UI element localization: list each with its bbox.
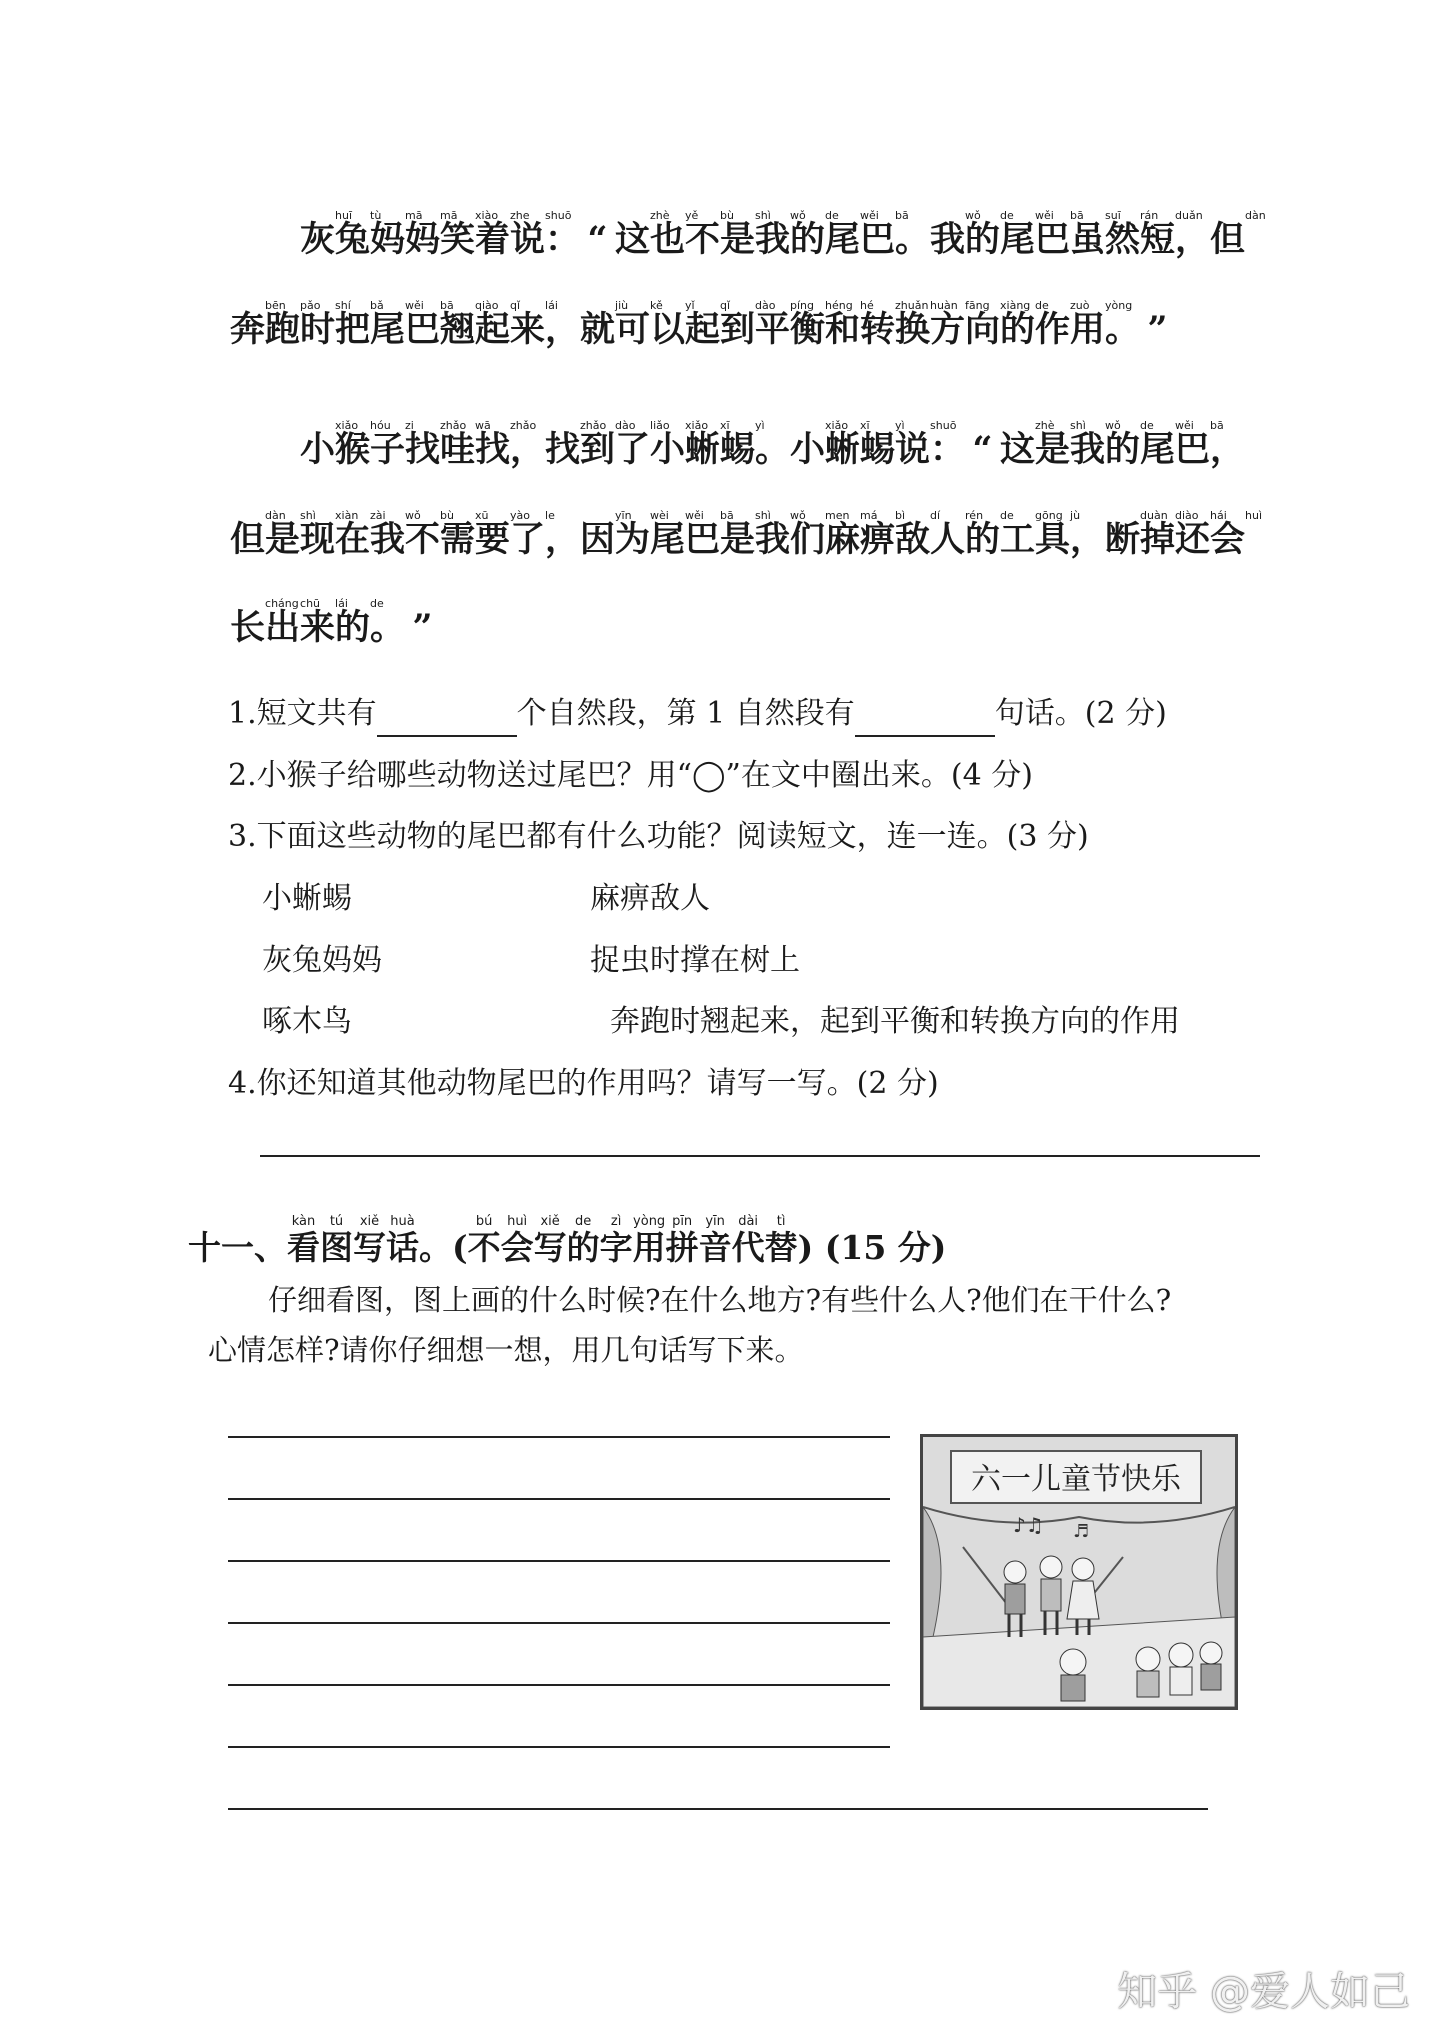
section-title-text <box>287 1214 814 1267</box>
passage-line <box>230 597 440 648</box>
section-11-title <box>188 1215 946 1269</box>
pinyin-character: 跑pǎo <box>265 299 321 350</box>
question-1-part-a: 1.短文共有 <box>228 696 377 731</box>
pinyin-character: 小xiǎo <box>300 419 359 470</box>
pinyin-character: 因yīn <box>580 509 632 560</box>
pinyin-character: 的de <box>1105 419 1154 470</box>
punctuation: ： <box>545 219 581 260</box>
pinyin-character: 找zhǎo <box>545 419 607 470</box>
pinyin-character: 把bǎ <box>335 299 384 350</box>
pinyin-character: 兔tù <box>335 209 382 260</box>
pinyin-character: 灰huī <box>300 209 353 260</box>
pinyin-character: 了le <box>510 509 555 560</box>
writing-line[interactable] <box>228 1808 1208 1810</box>
question-1 <box>228 688 1167 737</box>
passage-line <box>300 209 1266 260</box>
pinyin-character: 子zi <box>370 419 414 470</box>
pinyin-character: 人rén <box>930 509 984 560</box>
pinyin-character: 写xiě <box>353 1214 386 1267</box>
pinyin-character: 小xiǎo <box>790 419 849 470</box>
pinyin-character: 了liǎo <box>615 419 670 470</box>
pinyin-character: 这zhè <box>615 209 670 260</box>
pinyin-character: 哇wā <box>440 419 491 470</box>
pinyin-character: 但dàn <box>1210 209 1266 260</box>
pinyin-character: 要yào <box>475 509 530 560</box>
pinyin-character: 用yòng <box>1070 299 1133 350</box>
pinyin-character: 但dàn <box>230 509 286 560</box>
pinyin-character: 以yǐ <box>650 299 695 350</box>
match-left-item[interactable]: 啄木鸟 <box>262 1004 352 1039</box>
pinyin-character: 会huì <box>500 1214 534 1267</box>
pinyin-character: 巴bā <box>405 299 454 350</box>
pinyin-character: 们men <box>790 509 850 560</box>
pinyin-character: 虽suī <box>1070 209 1121 260</box>
instruction-line-1: 仔细看图，图上画的什么时候?在什么地方?有些什么人?他们在干什么? <box>268 1283 1172 1317</box>
pinyin-character: 找zhǎo <box>405 419 467 470</box>
pinyin-character: 我wǒ <box>1070 419 1121 470</box>
pinyin-character: 来lái <box>300 597 348 648</box>
passage-line <box>300 419 1246 470</box>
pinyin-character: 我wǒ <box>755 509 806 560</box>
pinyin-character: 的de <box>335 597 384 648</box>
punctuation: ” <box>1147 309 1168 350</box>
pinyin-character: 的de <box>1000 299 1049 350</box>
pinyin-character: 起qǐ <box>685 299 731 350</box>
pinyin-character: 来lái <box>510 299 558 350</box>
pinyin-character: 猴hóu <box>335 419 391 470</box>
pinyin-character: 尾wěi <box>825 209 879 260</box>
punctuation: ， <box>1210 429 1246 470</box>
section-score: (15 分) <box>824 1228 947 1267</box>
pinyin-character: 长cháng <box>230 597 299 648</box>
pinyin-character: 的de <box>965 209 1014 260</box>
pinyin-character: 时shí <box>300 299 351 350</box>
punctuation: ， <box>545 519 581 560</box>
pinyin-character: 在zài <box>335 509 386 560</box>
pinyin-character: 出chū <box>265 597 321 648</box>
passage-line <box>230 299 1175 350</box>
pinyin-character: 向xiàng <box>965 299 1031 350</box>
pinyin-character: 是shì <box>720 209 771 260</box>
pinyin-character: 奔bēn <box>230 299 286 350</box>
pinyin-character: 现xiàn <box>300 509 359 560</box>
punctuation: 。( <box>419 1228 468 1267</box>
pinyin-character: 写xiě <box>533 1214 567 1267</box>
pinyin-character: 换huàn <box>895 299 958 350</box>
audience-child <box>1136 1647 1160 1697</box>
pinyin-character: 的de <box>790 209 839 260</box>
punctuation: 。 <box>895 219 931 260</box>
punctuation: “ <box>587 219 608 260</box>
pinyin-character: 说shuō <box>895 419 957 470</box>
pinyin-character: 是shì <box>1035 419 1086 470</box>
punctuation: “ <box>972 429 993 470</box>
pinyin-character: 图tú <box>320 1214 353 1267</box>
pinyin-character: 拼pīn <box>665 1214 699 1267</box>
pinyin-character: 这zhè <box>1000 419 1055 470</box>
pinyin-character: 妈mā <box>370 209 423 260</box>
pinyin-character: 是shì <box>720 509 771 560</box>
pinyin-character: 和hé <box>825 299 874 350</box>
banner-text: 六一儿童节快乐 <box>971 1462 1181 1497</box>
pinyin-character: 不bù <box>405 509 454 560</box>
audience-child <box>1200 1642 1222 1690</box>
punctuation: ： <box>930 429 966 470</box>
pinyin-character: 着zhe <box>475 209 530 260</box>
music-note-icon: ♪♫ <box>1013 1513 1044 1537</box>
pinyin-character: 巴bā <box>1035 209 1084 260</box>
childrens-day-illustration <box>920 1434 1238 1710</box>
pinyin-character: 巴bā <box>1175 419 1224 470</box>
pinyin-character: 衡héng <box>790 299 853 350</box>
pinyin-character: 的de <box>965 509 1014 560</box>
writing-line[interactable] <box>228 1498 890 1500</box>
pinyin-character: 是shì <box>265 509 316 560</box>
pinyin-character: 可kě <box>615 299 663 350</box>
match-left-item[interactable]: 小蜥蜴 <box>262 881 352 916</box>
question-1-part-c: 句话。(2 分) <box>994 696 1167 731</box>
pinyin-character: 蜴yì <box>720 419 765 470</box>
pinyin-character: 小xiǎo <box>650 419 709 470</box>
pinyin-character: 尾wěi <box>370 299 424 350</box>
pinyin-character: 尾wěi <box>650 509 704 560</box>
pinyin-character: 音yīn <box>698 1214 732 1267</box>
pinyin-character: 蜴yì <box>860 419 905 470</box>
pinyin-character: 替tì <box>764 1214 798 1267</box>
pinyin-character: 笑xiào <box>440 209 499 260</box>
answer-blank-2[interactable] <box>855 700 995 737</box>
question-3: 3.下面这些动物的尾巴都有什么功能？阅读短文，连一连。(3 分) <box>228 819 1089 854</box>
pinyin-character: 不bù <box>685 209 734 260</box>
pinyin-character: 找zhǎo <box>475 419 537 470</box>
punctuation: ) <box>797 1228 814 1267</box>
match-right-item[interactable]: 捉虫时撑在树上 <box>590 943 800 978</box>
question-4: 4.你还知道其他动物尾巴的作用吗？请写一写。(2 分) <box>228 1066 939 1101</box>
answer-blank-1[interactable] <box>377 700 517 737</box>
pinyin-character: 话huà <box>386 1214 419 1267</box>
pinyin-character: 作zuò <box>1035 299 1090 350</box>
pinyin-character: 代dài <box>731 1214 765 1267</box>
pinyin-character: 我wǒ <box>930 209 981 260</box>
audience-child <box>1060 1649 1086 1701</box>
punctuation: ” <box>412 607 433 648</box>
pinyin-character: 翘qiào <box>440 299 499 350</box>
match-left-item[interactable]: 灰兔妈妈 <box>262 943 382 978</box>
stage-scene-drawing <box>923 1437 1235 1707</box>
pinyin-character: 具jù <box>1035 509 1081 560</box>
zhihu-watermark: 知乎 @爱人如己 <box>1117 1969 1410 2015</box>
pinyin-character: 就jiù <box>580 299 629 350</box>
pinyin-character: 还hái <box>1175 509 1227 560</box>
question-2: 2.小猴子给哪些动物送过尾巴？用“◯”在文中圈出来。(4 分) <box>228 758 1033 793</box>
writing-line[interactable] <box>228 1746 890 1748</box>
pinyin-character: 痹bì <box>860 509 906 560</box>
punctuation: 。 <box>1105 309 1141 350</box>
passage-line <box>230 509 1263 560</box>
punctuation: ， <box>1175 219 1211 260</box>
pinyin-character: 说shuō <box>510 209 572 260</box>
pinyin-character: 掉diào <box>1140 509 1199 560</box>
pinyin-character: 短duǎn <box>1140 209 1203 260</box>
match-right-item[interactable]: 奔跑时翘起来，起到平衡和转换方向的作用 <box>610 1004 1180 1039</box>
pinyin-character: 敌dí <box>895 509 941 560</box>
punctuation: ， <box>545 309 581 350</box>
pinyin-character: 尾wěi <box>1000 209 1054 260</box>
punctuation: 。 <box>370 607 406 648</box>
writing-line[interactable] <box>228 1622 890 1624</box>
audience-child <box>1169 1643 1193 1695</box>
writing-line[interactable] <box>228 1436 890 1438</box>
pinyin-character: 需xū <box>440 509 489 560</box>
punctuation: 。 <box>755 429 791 470</box>
pinyin-character: 巴bā <box>860 209 909 260</box>
music-note-icon: ♬ <box>1073 1521 1090 1542</box>
section-number: 十一、 <box>188 1228 287 1267</box>
writing-line[interactable] <box>228 1560 890 1562</box>
pinyin-character: 断duàn <box>1105 509 1168 560</box>
pinyin-character: 为wèi <box>615 509 669 560</box>
pinyin-character: 尾wěi <box>1140 419 1194 470</box>
pinyin-character: 转zhuǎn <box>860 299 929 350</box>
pinyin-character: 也yě <box>650 209 699 260</box>
pinyin-character: 不bú <box>467 1214 501 1267</box>
punctuation: ， <box>1070 519 1106 560</box>
pinyin-character: 用yòng <box>632 1214 666 1267</box>
pinyin-character: 方fāng <box>930 299 990 350</box>
pinyin-character: 到dào <box>720 299 776 350</box>
pinyin-character: 的de <box>566 1214 600 1267</box>
pinyin-character: 蜥xī <box>685 419 730 470</box>
pinyin-character: 工gōng <box>1000 509 1063 560</box>
pinyin-character: 我wǒ <box>755 209 806 260</box>
pinyin-character: 妈mā <box>405 209 458 260</box>
pinyin-character: 平píng <box>755 299 815 350</box>
writing-line[interactable] <box>228 1684 890 1686</box>
instruction-line-2: 心情怎样?请你仔细想一想，用几句话写下来。 <box>208 1333 804 1367</box>
pinyin-character: 起qǐ <box>475 299 521 350</box>
pinyin-character: 蜥xī <box>825 419 870 470</box>
pinyin-character: 看kàn <box>287 1214 320 1267</box>
pinyin-character: 我wǒ <box>370 509 421 560</box>
match-right-item[interactable]: 麻痹敌人 <box>590 881 710 916</box>
pinyin-character: 到dào <box>580 419 636 470</box>
pinyin-character: 巴bā <box>685 509 734 560</box>
answer-line-q4[interactable] <box>260 1155 1260 1157</box>
pinyin-character: 字zì <box>599 1214 633 1267</box>
pinyin-character: 会huì <box>1210 509 1263 560</box>
question-1-part-b: 个自然段，第 1 自然段有 <box>516 696 855 731</box>
pinyin-character: 然rán <box>1105 209 1159 260</box>
punctuation: ， <box>510 429 546 470</box>
pinyin-character: 麻má <box>825 509 878 560</box>
